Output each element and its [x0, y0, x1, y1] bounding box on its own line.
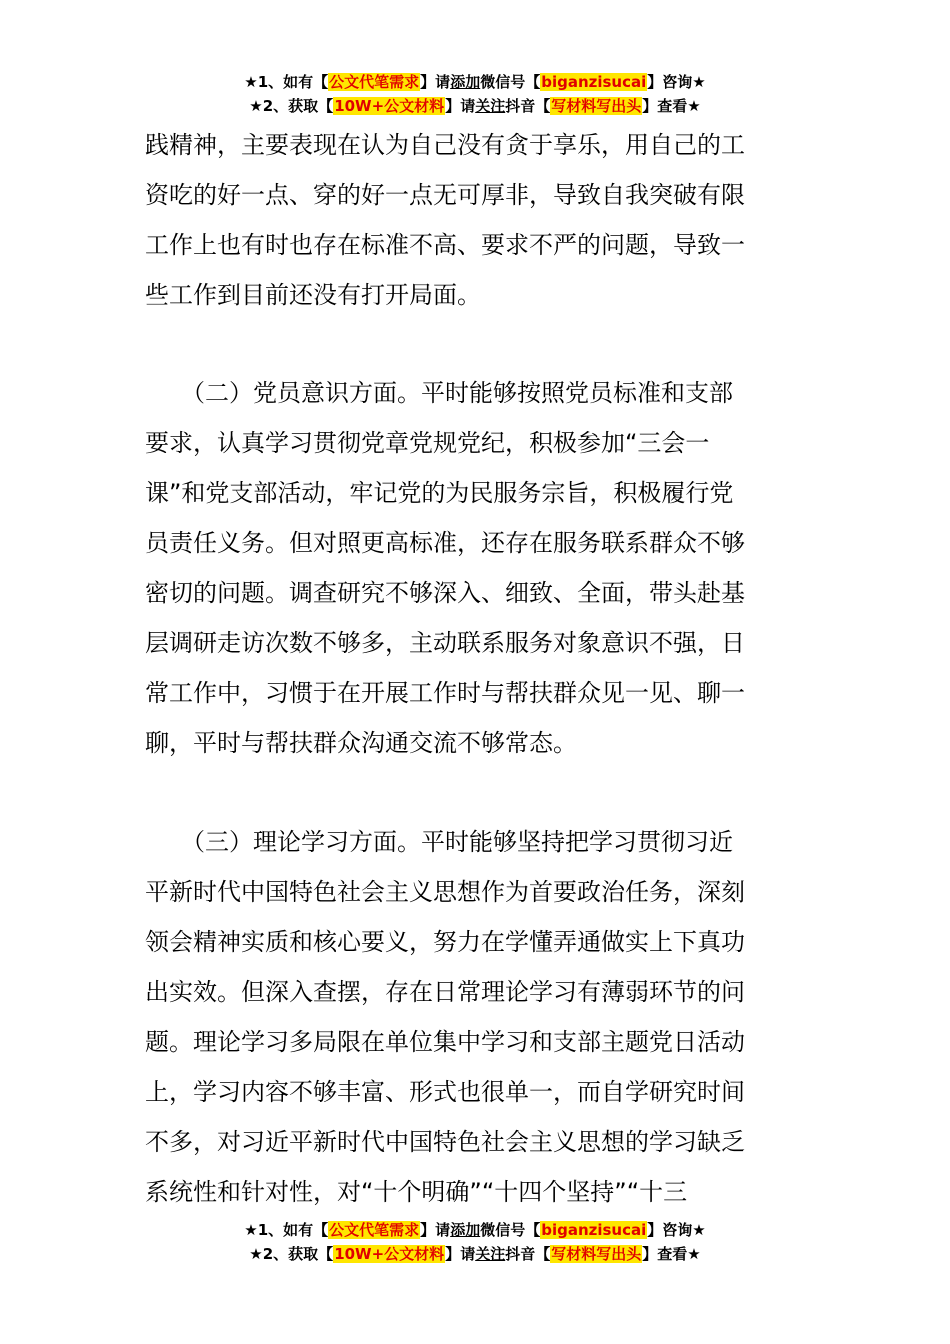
banner-text: 微信号【 — [480, 1221, 541, 1239]
banner-text: 】查看★ — [642, 1245, 701, 1263]
banner-highlight: 公文代笔需求 — [329, 73, 420, 91]
banner-underline: 关注 — [475, 97, 506, 115]
banner-text: ★2、获取【 — [249, 97, 334, 115]
text-line: （二）党员意识方面。平时能够按照党员标准和支部 — [145, 379, 733, 407]
text-line: 要求，认真学习贯彻党章党规党纪，积极参加“三会一 — [145, 429, 710, 457]
banner-text: 】咨询★ — [647, 1221, 706, 1239]
banner-highlight: 写材料写出头 — [551, 1245, 642, 1263]
banner-highlight: 10W+公文材料 — [334, 1245, 445, 1263]
text-line: 密切的问题。调查研究不够深入、细致、全面，带头赴基 — [145, 579, 745, 607]
text-line: 系统性和针对性，对“十个明确”“十四个坚持”“十三 — [145, 1178, 688, 1206]
footer-banner — [0, 1218, 950, 1266]
paragraph-theory-study — [145, 817, 810, 1217]
banner-text: 微信号【 — [480, 73, 541, 91]
paragraph-party-awareness — [145, 368, 810, 768]
banner-highlight: biganzisucai — [541, 73, 647, 91]
text-line: 资吃的好一点、穿的好一点无可厚非，导致自我突破有限 — [145, 181, 745, 209]
banner-line-2 — [0, 1242, 950, 1266]
banner-text: 】咨询★ — [647, 73, 706, 91]
banner-text: ★2、获取【 — [249, 1245, 334, 1263]
banner-text: 】查看★ — [642, 97, 701, 115]
banner-highlight: biganzisucai — [541, 1221, 647, 1239]
banner-line-2 — [0, 94, 950, 118]
banner-highlight: 公文代笔需求 — [329, 1221, 420, 1239]
text-line: 上，学习内容不够丰富、形式也很单一，而自学研究时间 — [145, 1078, 745, 1106]
banner-highlight: 10W+公文材料 — [334, 97, 445, 115]
banner-text: 】请 — [420, 1221, 451, 1239]
text-line: 聊，平时与帮扶群众沟通交流不够常态。 — [145, 729, 577, 757]
text-line: 工作上也有时也存在标准不高、要求不严的问题，导致一 — [145, 231, 745, 259]
banner-highlight: 写材料写出头 — [551, 97, 642, 115]
header-banner — [0, 70, 950, 118]
text-line: 层调研走访次数不够多，主动联系服务对象意识不强，日 — [145, 629, 745, 657]
banner-text: ★1、如有【 — [244, 73, 329, 91]
text-line: 践精神，主要表现在认为自己没有贪于享乐，用自己的工 — [145, 131, 745, 159]
banner-underline: 添加 — [450, 73, 481, 91]
banner-line-1 — [0, 70, 950, 94]
banner-underline: 关注 — [475, 1245, 506, 1263]
text-line: 些工作到目前还没有打开局面。 — [145, 281, 481, 309]
text-line: 不多，对习近平新时代中国特色社会主义思想的学习缺乏 — [145, 1128, 745, 1156]
text-line: 常工作中，习惯于在开展工作时与帮扶群众见一见、聊一 — [145, 679, 745, 707]
banner-underline: 添加 — [450, 1221, 481, 1239]
paragraph-continuation — [145, 120, 810, 320]
text-line: 员责任义务。但对照更高标准，还存在服务联系群众不够 — [145, 529, 745, 557]
text-line: 领会精神实质和核心要义，努力在学懂弄通做实上下真功 — [145, 928, 745, 956]
banner-text: 】请 — [420, 73, 451, 91]
text-line: 课”和党支部活动，牢记党的为民服务宗旨，积极履行党 — [145, 479, 734, 507]
banner-text: 】请 — [445, 1245, 476, 1263]
text-line: 平新时代中国特色社会主义思想作为首要政治任务，深刻 — [145, 878, 745, 906]
text-line: 出实效。但深入查摆，存在日常理论学习有薄弱环节的问 — [145, 978, 745, 1006]
text-line: 题。理论学习多局限在单位集中学习和支部主题党日活动 — [145, 1028, 745, 1056]
banner-text: ★1、如有【 — [244, 1221, 329, 1239]
banner-line-1 — [0, 1218, 950, 1242]
banner-text: 抖音【 — [505, 1245, 551, 1263]
text-line: （三）理论学习方面。平时能够坚持把学习贯彻习近 — [145, 828, 733, 856]
banner-text: 抖音【 — [505, 97, 551, 115]
banner-text: 】请 — [445, 97, 476, 115]
